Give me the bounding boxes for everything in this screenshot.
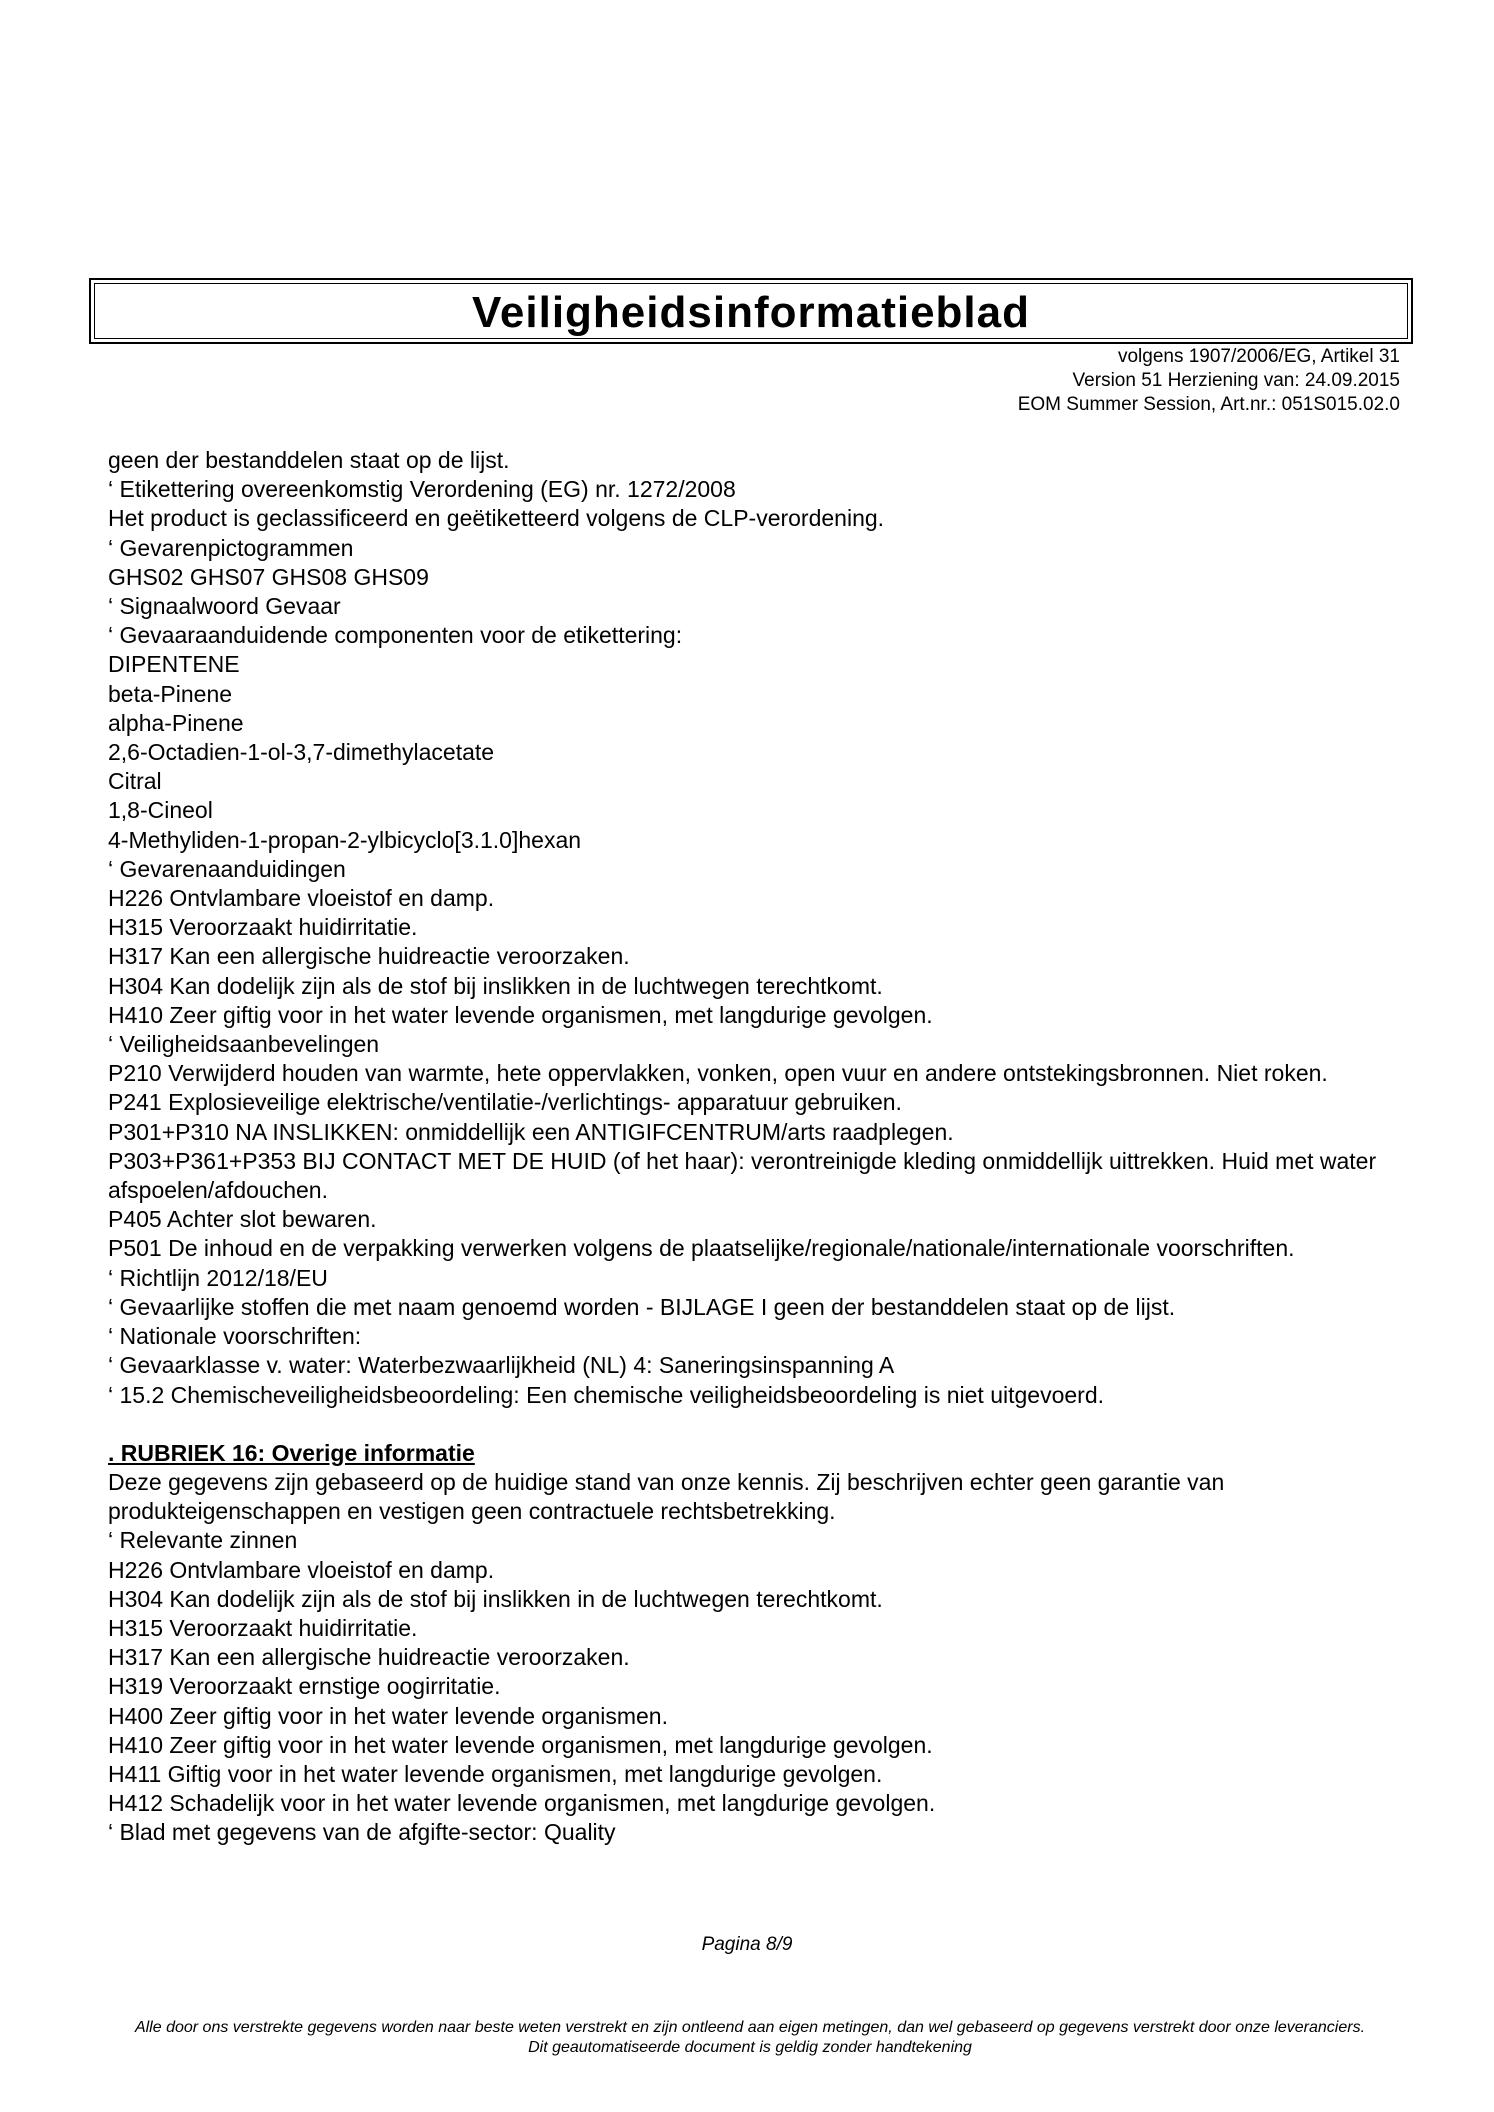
document-title: Veiligheidsinformatieblad	[471, 288, 1030, 337]
text-line: 4-Methyliden-1-propan-2-ylbicyclo[3.1.0]hexan	[108, 826, 582, 853]
text-line: H411 Giftig voor in het water levende organismen, met langdurige gevolgen.	[108, 1760, 883, 1787]
text-line: H317 Kan een allergische huidreactie veroorzaken.	[108, 1644, 630, 1671]
text-line: H410 Zeer giftig voor in het water levende organismen, met langdurige gevolgen.	[108, 1001, 933, 1028]
text-line: H304 Kan dodelijk zijn als de stof bij inslikken in de luchtwegen terechtkomt.	[108, 972, 883, 999]
text-line: P303+P361+P353 BIJ CONTACT MET DE HUID (of het haar): verontreinigde kleding onmiddellijk uittrekken. Huid met water afspoelen/afdouchen.	[108, 1147, 1377, 1204]
text-line: H400 Zeer giftig voor in het water levende organismen.	[108, 1702, 668, 1729]
section-spacer	[108, 1410, 1408, 1439]
text-line: P405 Achter slot bewaren.	[108, 1206, 377, 1233]
text-line: alpha-Pinene	[108, 709, 244, 736]
text-line: geen der bestanddelen staat op de lijst.	[108, 447, 510, 473]
text-line: P210 Verwijderd houden van warmte, hete oppervlakken, vonken, open vuur en andere ontstekingsbronnen. Niet roken.	[108, 1060, 1328, 1087]
text-line: DIPENTENE	[108, 651, 240, 678]
footer-disclaimer: Alle door ons verstrekte gegevens worden naar beste weten verstrekt en zijn ontleend aan eigen metingen, dan wel gebaseerd op gegevens verstrekt door onze leveranciers.	[134, 2019, 1366, 2036]
title-box	[89, 278, 1413, 344]
footer	[118, 2018, 1382, 2058]
text-line: P241 Explosieveilige elektrische/ventilatie-/verlichtings- apparatuur gebruiken.	[108, 1089, 902, 1116]
document-body	[108, 446, 1408, 1848]
product-article-number: EOM Summer Session, Art.nr.: 051S015.02.0	[1017, 394, 1400, 415]
text-line: H226 Ontvlambare vloeistof en damp.	[108, 1556, 495, 1583]
text-line: beta-Pinene	[108, 680, 233, 707]
text-line: ‘ Signaalwoord Gevaar	[108, 593, 341, 620]
section-16-content	[108, 1468, 1408, 1848]
text-line: ‘ Veiligheidsaanbevelingen	[108, 1031, 380, 1058]
text-line: ‘ Gevarenaanduidingen	[108, 855, 346, 882]
document-meta	[1018, 345, 1400, 417]
section-16-heading: . RUBRIEK 16: Overige informatie	[108, 1439, 475, 1466]
text-line: P301+P310 NA INSLIKKEN: onmiddellijk een ANTIGIFCENTRUM/arts raadplegen.	[108, 1118, 954, 1145]
text-line: H319 Veroorzaakt ernstige oogirritatie.	[108, 1673, 501, 1700]
text-line: H315 Veroorzaakt huidirritatie.	[108, 1614, 418, 1641]
text-line: ‘ Blad met gegevens van de afgifte-sector: Quality	[108, 1819, 616, 1846]
page-number: Pagina 8/9	[701, 1934, 793, 1955]
text-line: 2,6-Octadien-1-ol-3,7-dimethylacetate	[108, 739, 495, 766]
text-line: H410 Zeer giftig voor in het water levende organismen, met langdurige gevolgen.	[108, 1731, 933, 1758]
text-line: 1,8-Cineol	[108, 797, 213, 824]
text-line: Citral	[108, 768, 162, 795]
text-line: ‘ Gevarenpictogrammen	[108, 534, 354, 561]
regulation-reference: volgens 1907/2006/EG, Artikel 31	[1117, 346, 1400, 367]
section-15-content	[108, 446, 1408, 1410]
footer-validity-note: Dit geautomatiseerde document is geldig zonder handtekening	[528, 2039, 972, 2056]
text-line: ‘ Richtlijn 2012/18/EU	[108, 1264, 328, 1291]
text-line: H226 Ontvlambare vloeistof en damp.	[108, 885, 495, 912]
text-line: H317 Kan een allergische huidreactie veroorzaken.	[108, 943, 630, 970]
text-line: Deze gegevens zijn gebaseerd op de huidige stand van onze kennis. Zij beschrijven echter geen garantie van produkteigenschappen en vestigen geen contractuele rechtsbetrekking.	[108, 1468, 1225, 1525]
text-line: P501 De inhoud en de verpakking verwerken volgens de plaatselijke/regionale/nationale/internationale voorschriften.	[108, 1235, 1295, 1262]
text-line: Het product is geclassificeerd en geëtiketteerd volgens de CLP-verordening.	[108, 505, 885, 532]
text-line: H412 Schadelijk voor in het water levende organismen, met langdurige gevolgen.	[108, 1790, 936, 1817]
text-line: ‘ Relevante zinnen	[108, 1527, 298, 1554]
text-line: ‘ Gevaarklasse v. water: Waterbezwaarlijkheid (NL) 4: Saneringsinspanning A	[108, 1352, 895, 1379]
text-line: ‘ Gevaarlijke stoffen die met naam genoemd worden - BIJLAGE I geen der bestanddelen staat op de lijst.	[108, 1293, 1176, 1320]
version-info: Version 51 Herziening van: 24.09.2015	[1072, 370, 1400, 391]
text-line: ‘ Etikettering overeenkomstig Verordening (EG) nr. 1272/2008	[108, 476, 736, 503]
text-line: ‘ 15.2 Chemischeveiligheidsbeoordeling: Een chemische veiligheidsbeoordeling is niet uitgevoerd.	[108, 1381, 1104, 1408]
text-line: ‘ Nationale voorschriften:	[108, 1323, 362, 1350]
text-line: H315 Veroorzaakt huidirritatie.	[108, 914, 418, 941]
text-line: H304 Kan dodelijk zijn als de stof bij inslikken in de luchtwegen terechtkomt.	[108, 1585, 883, 1612]
text-line: ‘ Gevaaraanduidende componenten voor de etikettering:	[108, 622, 683, 649]
text-line: GHS02 GHS07 GHS08 GHS09	[108, 563, 429, 590]
